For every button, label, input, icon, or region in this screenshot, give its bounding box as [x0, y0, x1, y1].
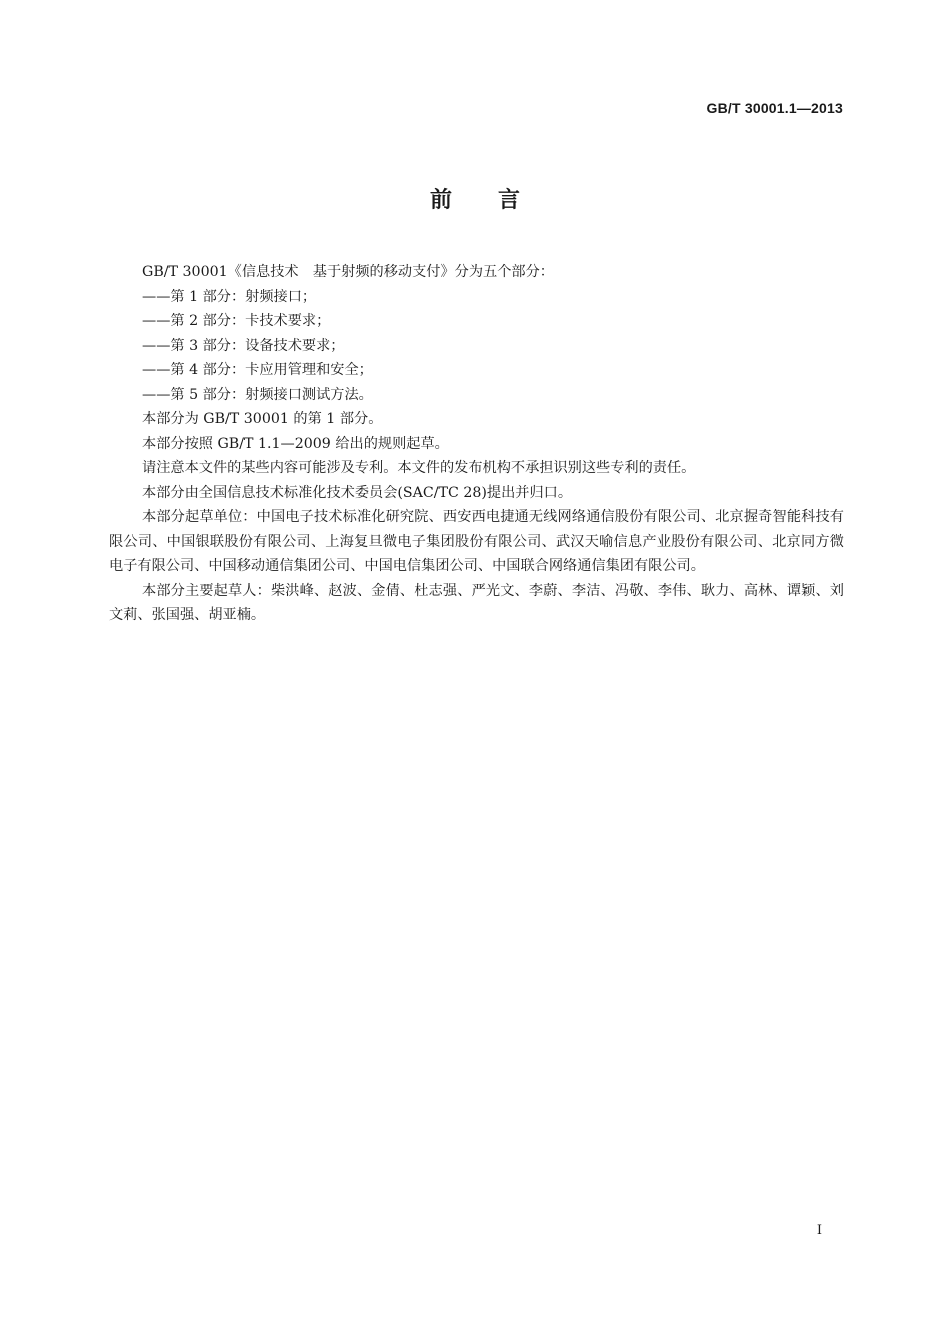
drafting-rules-paragraph: 本部分按照 GB/T 1.1—2009 给出的规则起草。: [142, 435, 449, 452]
part-list-item-2: ——第 2 部分：卡技术要求；: [142, 313, 331, 329]
standard-code: GB/T 30001.1—2013: [706, 100, 843, 116]
intro-paragraph: GB/T 30001《信息技术 基于射频的移动支付》分为五个部分：: [142, 264, 554, 280]
title-char-1: 前: [429, 188, 452, 213]
part-list-item-4: ——第 4 部分：卡应用管理和安全；: [142, 362, 373, 378]
page-number: I: [816, 1223, 822, 1238]
foreword-body: [109, 260, 844, 628]
title-char-2: 言: [498, 188, 521, 213]
page-title: [0, 183, 950, 214]
part-list-item-5: ——第 5 部分：射频接口测试方法。: [142, 386, 373, 403]
patent-notice-paragraph: 请注意本文件的某些内容可能涉及专利。本文件的发布机构不承担识别这些专利的责任。: [142, 460, 696, 476]
drafters-paragraph: 本部分主要起草人：柴洪峰、赵波、金倩、杜志强、严光文、李蔚、李洁、冯敬、李伟、耿力、高林、谭颖、刘文莉、张国强、胡亚楠。: [109, 582, 844, 623]
this-part-paragraph: 本部分为 GB/T 30001 的第 1 部分。: [142, 411, 383, 427]
part-list-item-3: ——第 3 部分：设备技术要求；: [142, 337, 345, 354]
drafting-units-paragraph: 本部分起草单位：中国电子技术标准化研究院、西安西电捷通无线网络通信股份有限公司、北京握奇智能科技有限公司、中国银联股份有限公司、上海复旦微电子集团股份有限公司、武汉天喻信息产业股份有限公司、北京同方微电子有限公司、中国移动通信集团公司、中国电信集团公司、中国联合网络通信集团有限公司。: [109, 509, 844, 574]
part-list-item-1: ——第 1 部分：射频接口；: [142, 288, 317, 305]
proposed-by-paragraph: 本部分由全国信息技术标准化技术委员会(SAC/TC 28)提出并归口。: [142, 484, 573, 501]
